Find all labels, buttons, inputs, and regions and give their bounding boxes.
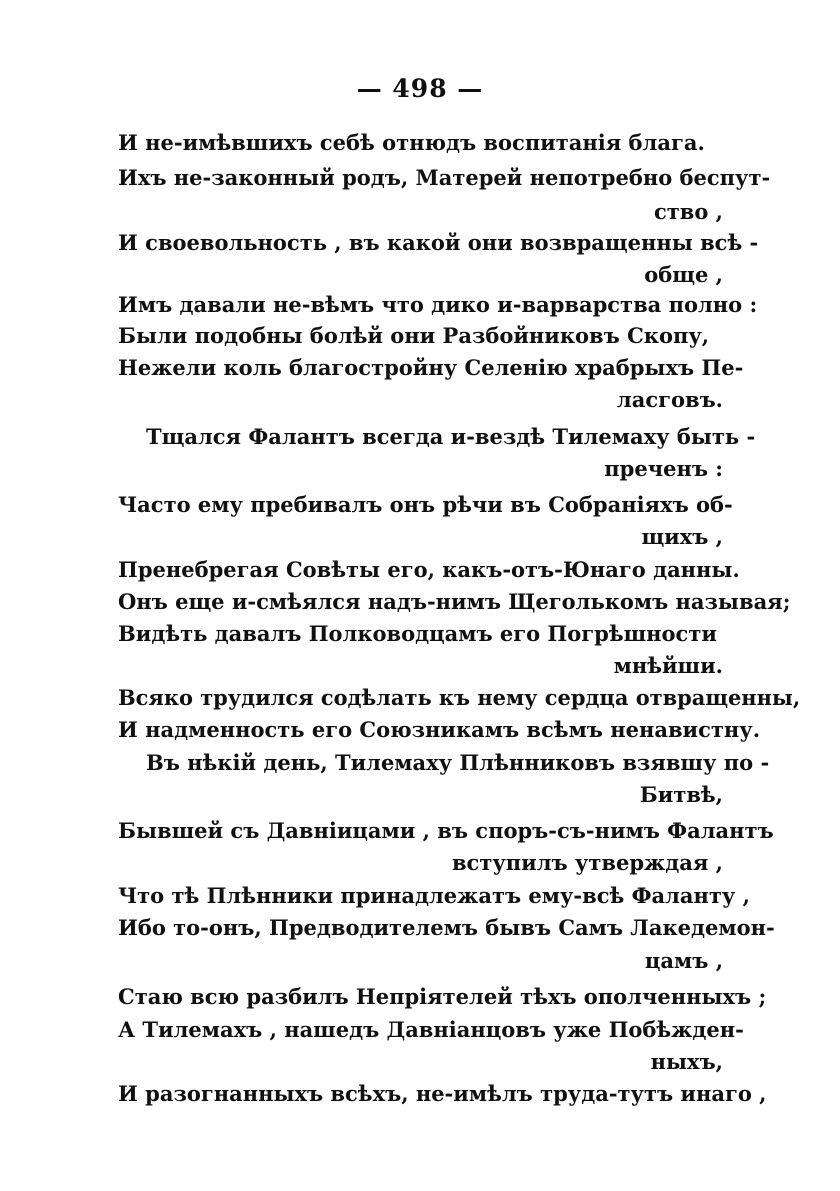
text-line: Ихъ не-законный родъ, Матерей непотребно беспут- xyxy=(118,165,771,190)
text-line: Бывшей съ Давніицами , въ споръ-съ-нимъ Фалантъ xyxy=(118,818,774,843)
text-line: Часто ему пребивалъ онъ рѣчи въ Собраніяхъ об- xyxy=(118,492,733,517)
page-number: — 498 — xyxy=(356,74,484,103)
text-line-continuation: щихъ , xyxy=(641,524,723,549)
text-line-indented: Тщался Фалантъ всегда и-вездѣ Тилемаху быть - xyxy=(146,424,756,449)
text-line: Были подобны болѣй они Разбойниковъ Скопу, xyxy=(118,323,710,348)
text-line: Видѣть давалъ Полководцамъ его Погрѣшности xyxy=(118,621,717,646)
text-line-continuation: цамъ , xyxy=(644,948,723,973)
text-line-continuation: ласговъ. xyxy=(616,387,723,412)
text-line-continuation: преченъ : xyxy=(604,456,723,481)
text-line-indented: Въ нѣкій день, Тилемаху Плѣнниковъ взявшу по - xyxy=(146,750,770,775)
text-line-continuation: обще , xyxy=(644,262,723,287)
text-line: Онъ еще и-смѣялся надъ-нимъ Щеголькомъ называя; xyxy=(118,589,791,614)
text-line-continuation: вступилъ утверждая , xyxy=(451,850,723,875)
text-line: Ибо то-онъ, Предводителемъ бывъ Самъ Лакедемон- xyxy=(118,915,775,940)
text-line: Имъ давали не-вѣмъ что дико и-варварства полно : xyxy=(118,292,758,317)
text-line-continuation: ныхъ, xyxy=(650,1049,723,1074)
text-line: А Тилемахъ , нашедъ Давніанцовъ уже Побѣжден- xyxy=(118,1017,744,1042)
text-line-continuation: ство , xyxy=(653,199,723,224)
text-line: И надменность его Союзникамъ всѣмъ ненавистну. xyxy=(118,717,761,742)
text-line-continuation: Битвѣ, xyxy=(639,782,723,807)
text-line: И разогнанныхъ всѣхъ, не-имѣлъ труда-тутъ инаго , xyxy=(118,1081,767,1106)
text-line: Пренебрегая Совѣты его, какъ-отъ-Юнаго данны. xyxy=(118,557,740,582)
text-line: И не-имѣвшихъ себѣ отнюдъ воспитанія блага. xyxy=(118,130,705,155)
text-line: Что тѣ Плѣнники принадлежатъ ему-всѣ Фаланту , xyxy=(118,883,750,908)
text-line: И своевольность , въ какой они возвращенны всѣ - xyxy=(118,230,759,255)
text-line: Всяко трудился содѣлать къ нему сердца отвращенны, xyxy=(118,685,801,710)
text-line: Нежели коль благостройну Селенію храбрыхъ Пе- xyxy=(118,355,744,380)
text-line: Стаю всю разбилъ Непріятелей тѣхъ ополченныхъ ; xyxy=(118,984,767,1009)
text-line-continuation: мнѣйши. xyxy=(613,653,723,678)
